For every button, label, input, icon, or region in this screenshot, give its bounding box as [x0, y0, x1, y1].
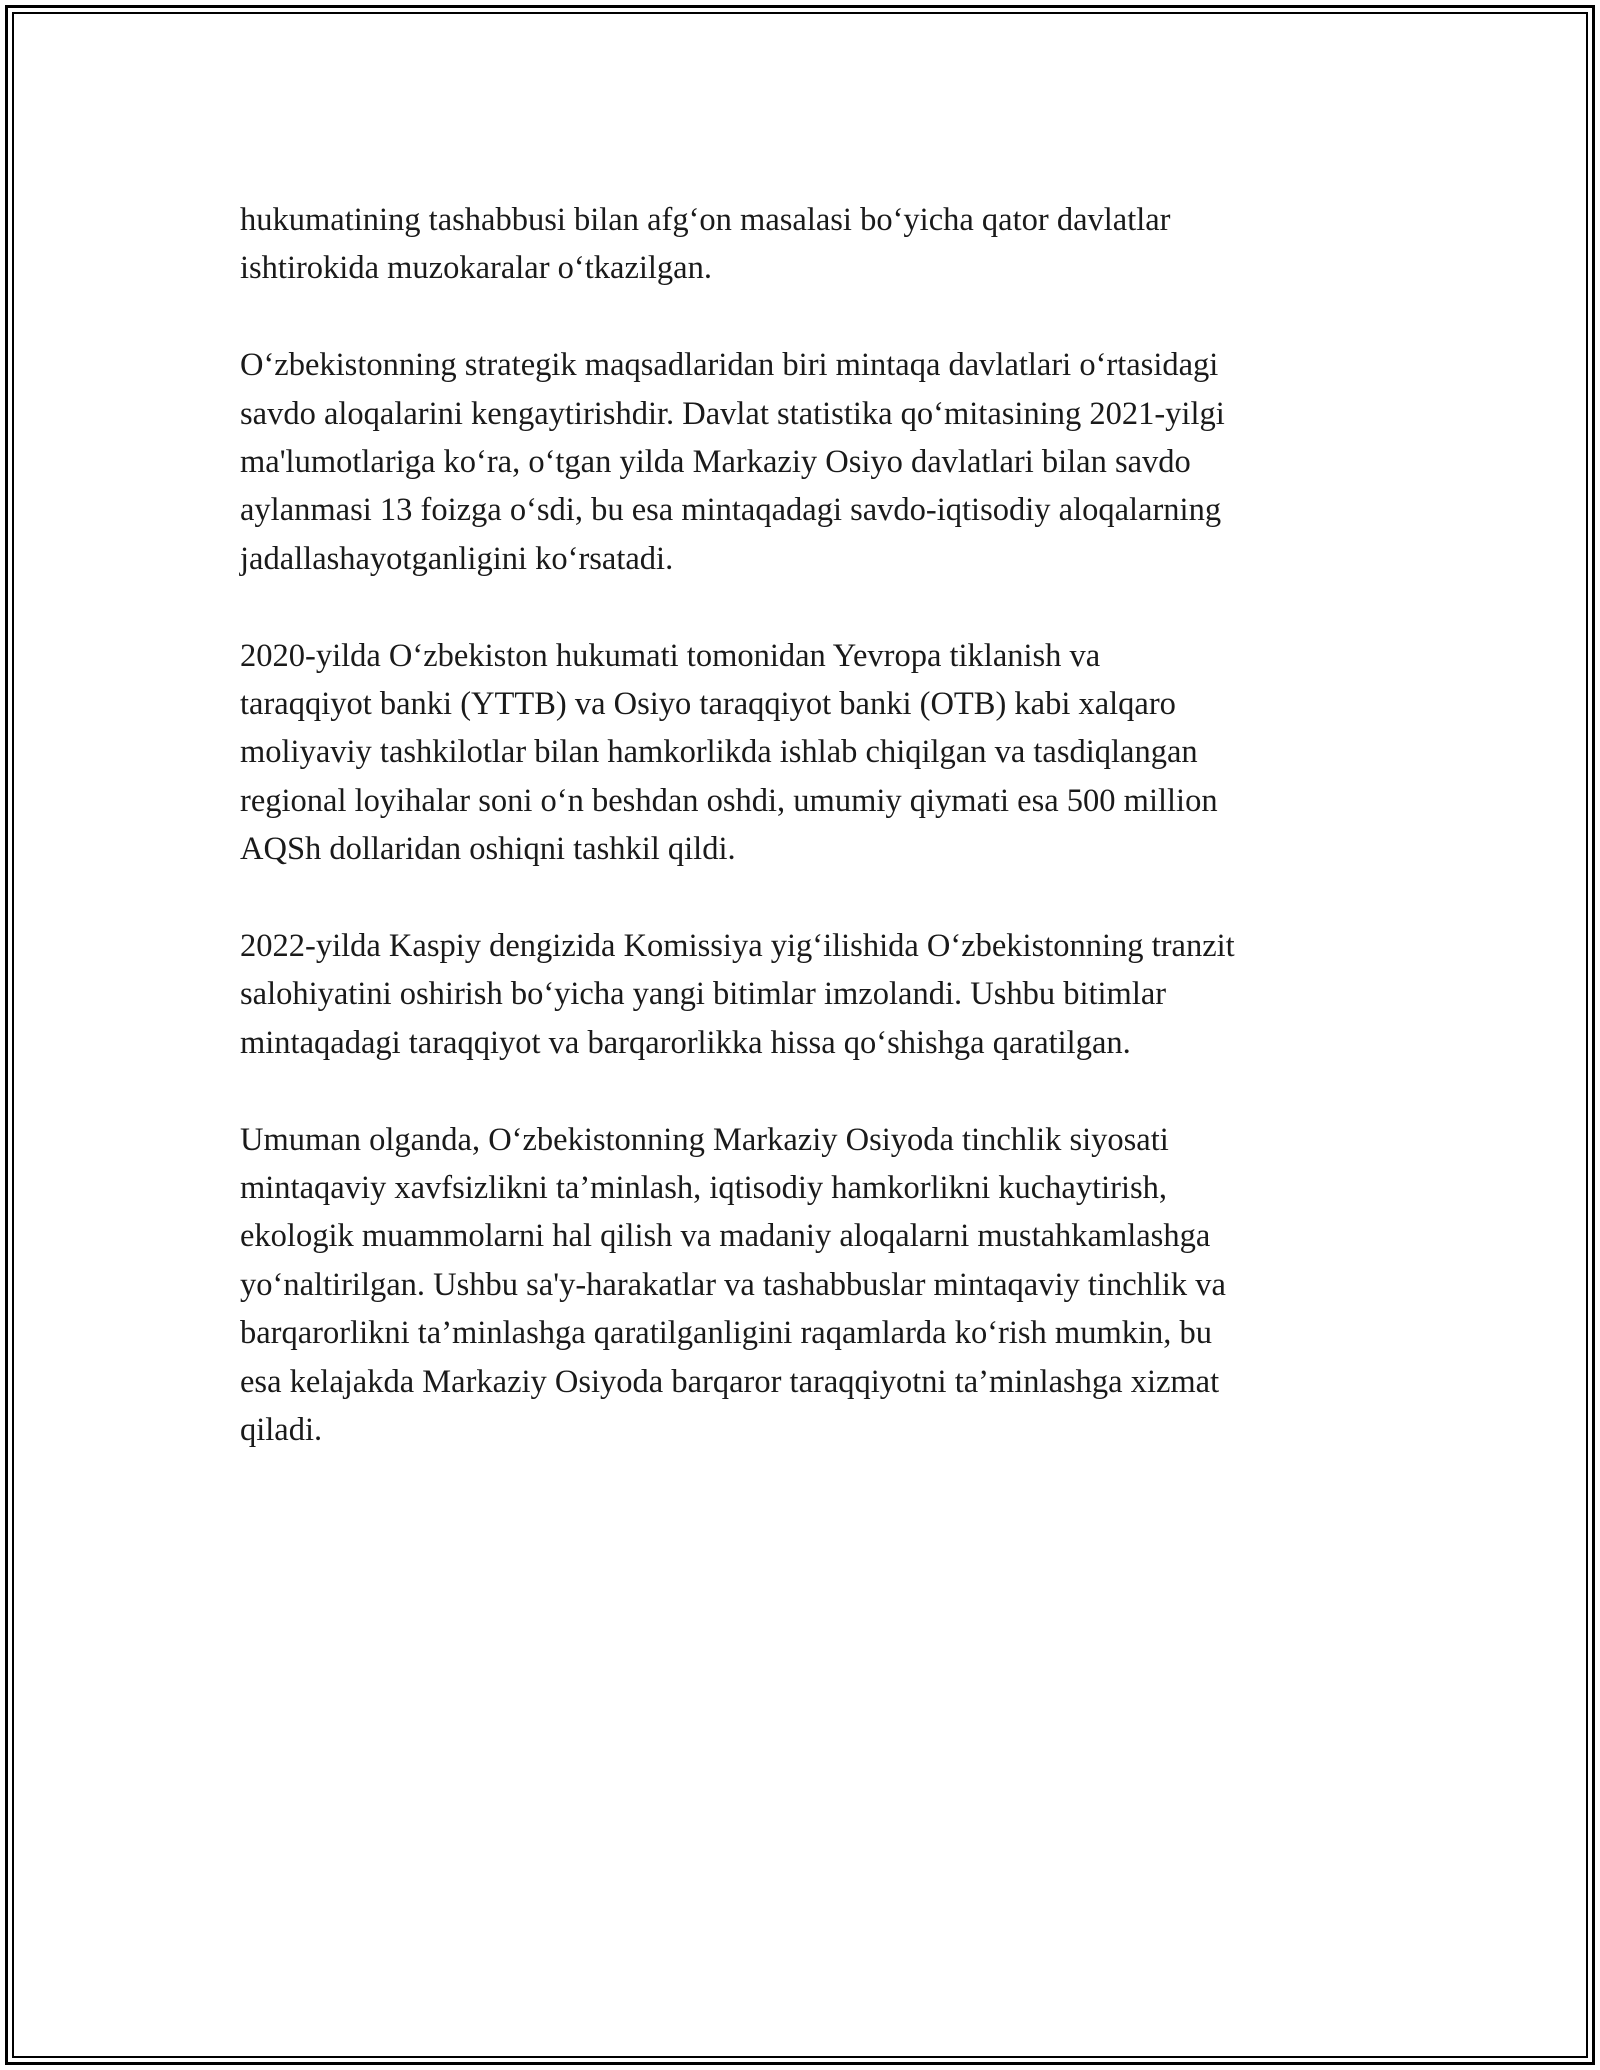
paragraph-1: hukumatining tashabbusi bilan afg‘on masalasi bo‘yicha qator davlatlar ishtirokida muzokaralar o‘tkazilgan.: [240, 202, 1171, 287]
paragraph-2: O‘zbekistonning strategik maqsadlaridan biri mintaqa davlatlari o‘rtasidagi savdo aloqalarini kengaytirishdir. Davlat statistika qo‘mitasining 2021-yilgi ma'lumotlariga ko‘ra, o‘tgan yilda Markaziy Osiyo davlatlari bilan savdo aylanmasi 13 foizga o‘sdi, bu esa mintaqadagi savdo-iqtisodiy aloqalarning jadallashayotganligini ko‘rsatadi.: [240, 347, 1225, 577]
paragraph-3: 2020-yilda O‘zbekiston hukumati tomonidan Yevropa tiklanish va taraqqiyot banki (YTTB) va Osiyo taraqqiyot banki (OTB) kabi xalqaro moliyaviy tashkilotlar bilan hamkorlikda ishlab chiqilgan va tasdiqlangan regional loyihalar soni o‘n beshdan oshdi, umumiy qiymati esa 500 million AQSh dollaridan oshiqni tashkil qildi.: [240, 637, 1218, 868]
document-body: [240, 196, 1390, 1503]
paragraph-4: 2022-yilda Kaspiy dengizida Komissiya yig‘ilishida O‘zbekistonning tranzit salohiyatini oshirish bo‘yicha yangi bitimlar imzolandi. Ushbu bitimlar mintaqadagi taraqqiyot va barqarorlikka hissa qo‘shishga qaratilgan.: [240, 928, 1235, 1061]
page-border-outer: [5, 5, 1595, 2065]
paragraph-5: Umuman olganda, O‘zbekistonning Markaziy Osiyoda tinchlik siyosati mintaqaviy xavfsizlikni ta’minlash, iqtisodiy hamkorlikni kuchaytirish, ekologik muammolarni hal qilish va madaniy aloqalarni mustahkamlashga yo‘naltirilgan. Ushbu sa'y-harakatlar va tashabbuslar mintaqaviy tinchlik va barqarorlikni ta’minlashga qaratilganligini raqamlarda ko‘rish mumkin, bu esa kelajakda Markaziy Osiyoda barqaror taraqqiyotni ta’minlashga xizmat qiladi.: [240, 1121, 1226, 1449]
page-border-inner: [12, 12, 1588, 2058]
